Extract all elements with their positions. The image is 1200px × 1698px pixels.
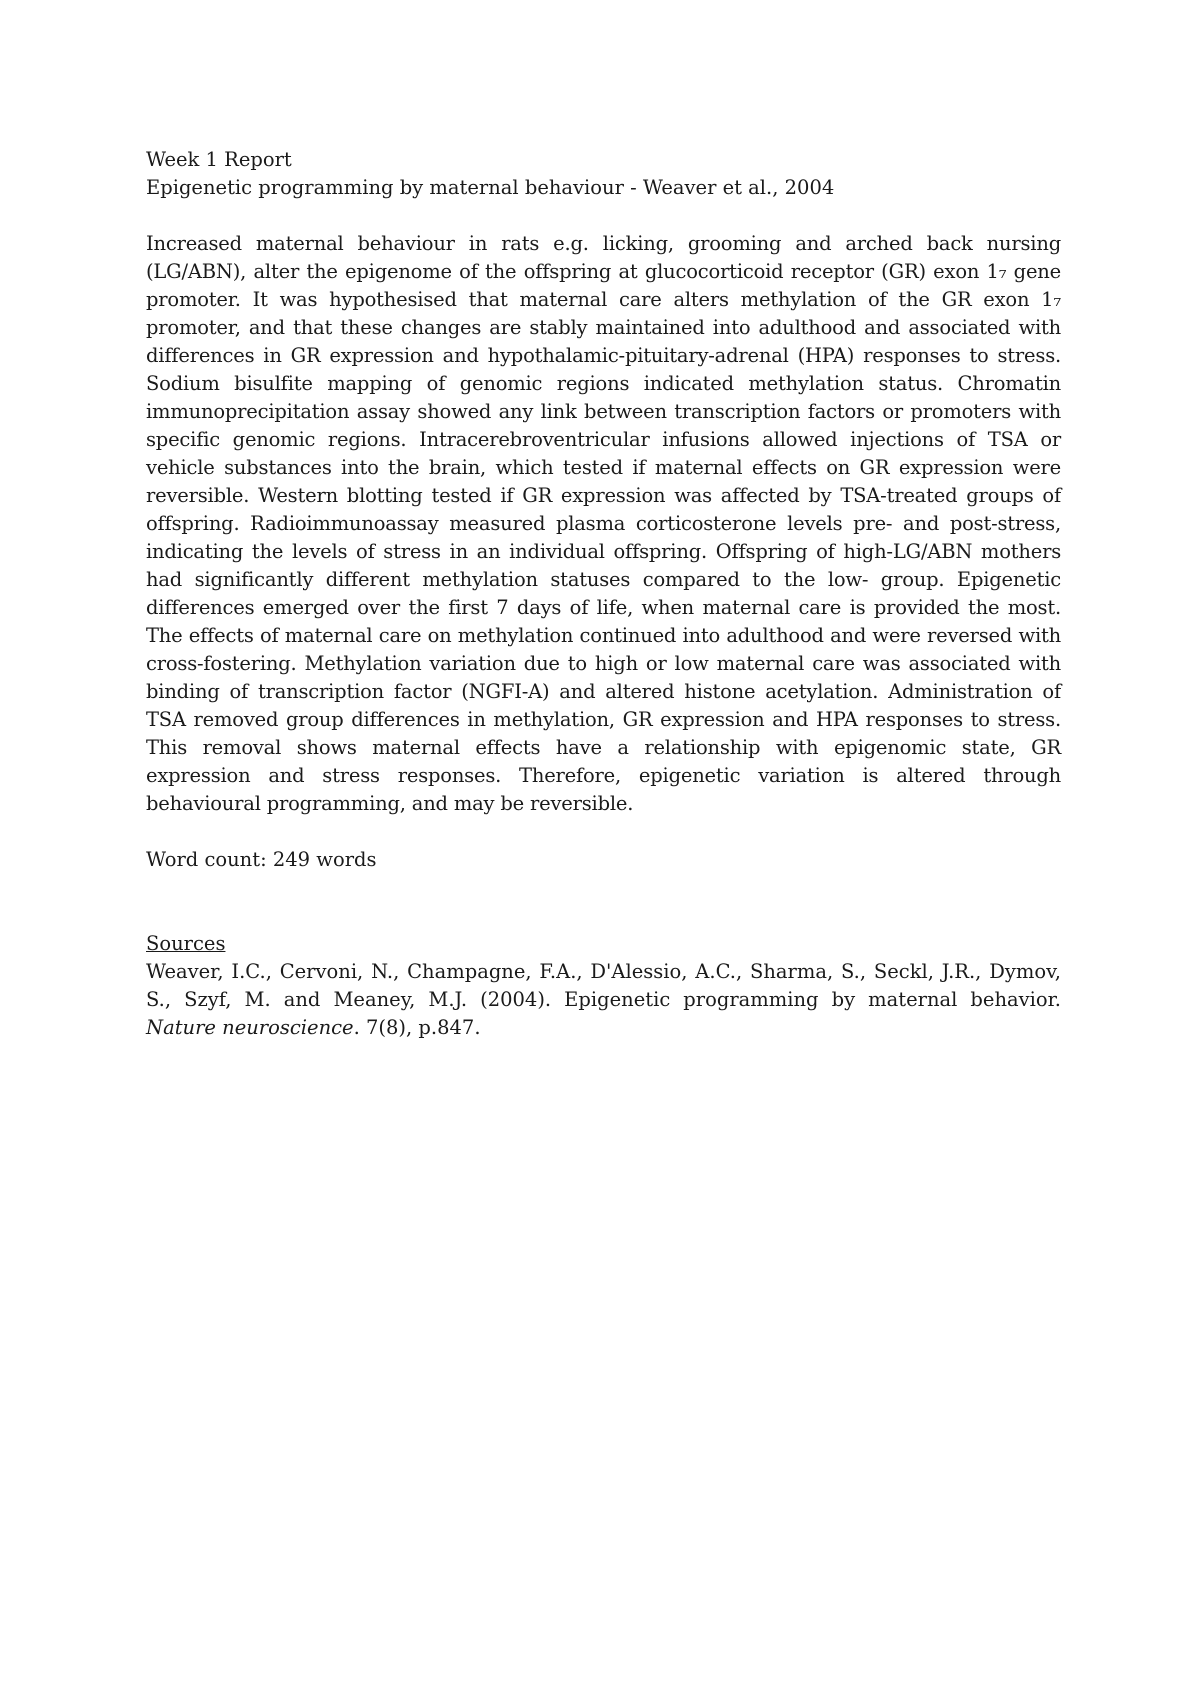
document-content	[146, 146, 1061, 1042]
citation-journal: Nature neuroscience	[146, 1016, 354, 1039]
report-title: Week 1 Report	[146, 148, 292, 171]
report-subtitle: Epigenetic programming by maternal behaviour - Weaver et al., 2004	[146, 176, 835, 199]
summary-paragraph: Increased maternal behaviour in rats e.g. licking, grooming and arched back nursing (LG/ABN), alter the epigenome of the offspring at glucocorticoid receptor (GR) exon 1₇ gene promoter. It was hypothesised that maternal care alters methylation of the GR exon 1₇ promoter, and that these changes are stably maintained into adulthood and associated with differences in GR expression and hypothalamic-pituitary-adrenal (HPA) responses to stress. Sodium bisulfite mapping of genomic regions indicated methylation status. Chromatin immunoprecipitation assay showed any link between transcription factors or promoters with specific genomic regions. Intracerebroventricular infusions allowed injections of TSA or vehicle substances into the brain, which tested if maternal effects on GR expression were reversible. Western blotting tested if GR expression was affected by TSA-treated groups of offspring. Radioimmunoassay measured plasma corticosterone levels pre- and post-stress, indicating the levels of stress in an individual offspring. Offspring of high-LG/ABN mothers had significantly different methylation statuses compared to the low- group. Epigenetic differences emerged over the first 7 days of life, when maternal care is provided the most. The effects of maternal care on methylation continued into adulthood and were reversed with cross-fostering. Methylation variation due to high or low maternal care was associated with binding of transcription factor (NGFI-A) and altered histone acetylation. Administration of TSA removed group differences in methylation, GR expression and HPA responses to stress. This removal shows maternal effects have a relationship with epigenomic state, GR expression and stress responses. Therefore, epigenetic variation is altered through behavioural programming, and may be reversible.	[146, 232, 1061, 815]
citation-volume-pages: . 7(8), p.847.	[353, 1016, 481, 1039]
citation-entry	[146, 958, 1061, 1042]
word-count: Word count: 249 words	[146, 848, 377, 871]
citation-authors-title: Weaver, I.C., Cervoni, N., Champagne, F.A., D'Alessio, A.C., Sharma, S., Seckl, J.R., Dymov, S., Szyf, M. and Meaney, M.J. (2004). Epigenetic programming by maternal behavior.	[146, 960, 1061, 1011]
sources-heading: Sources	[146, 932, 226, 955]
